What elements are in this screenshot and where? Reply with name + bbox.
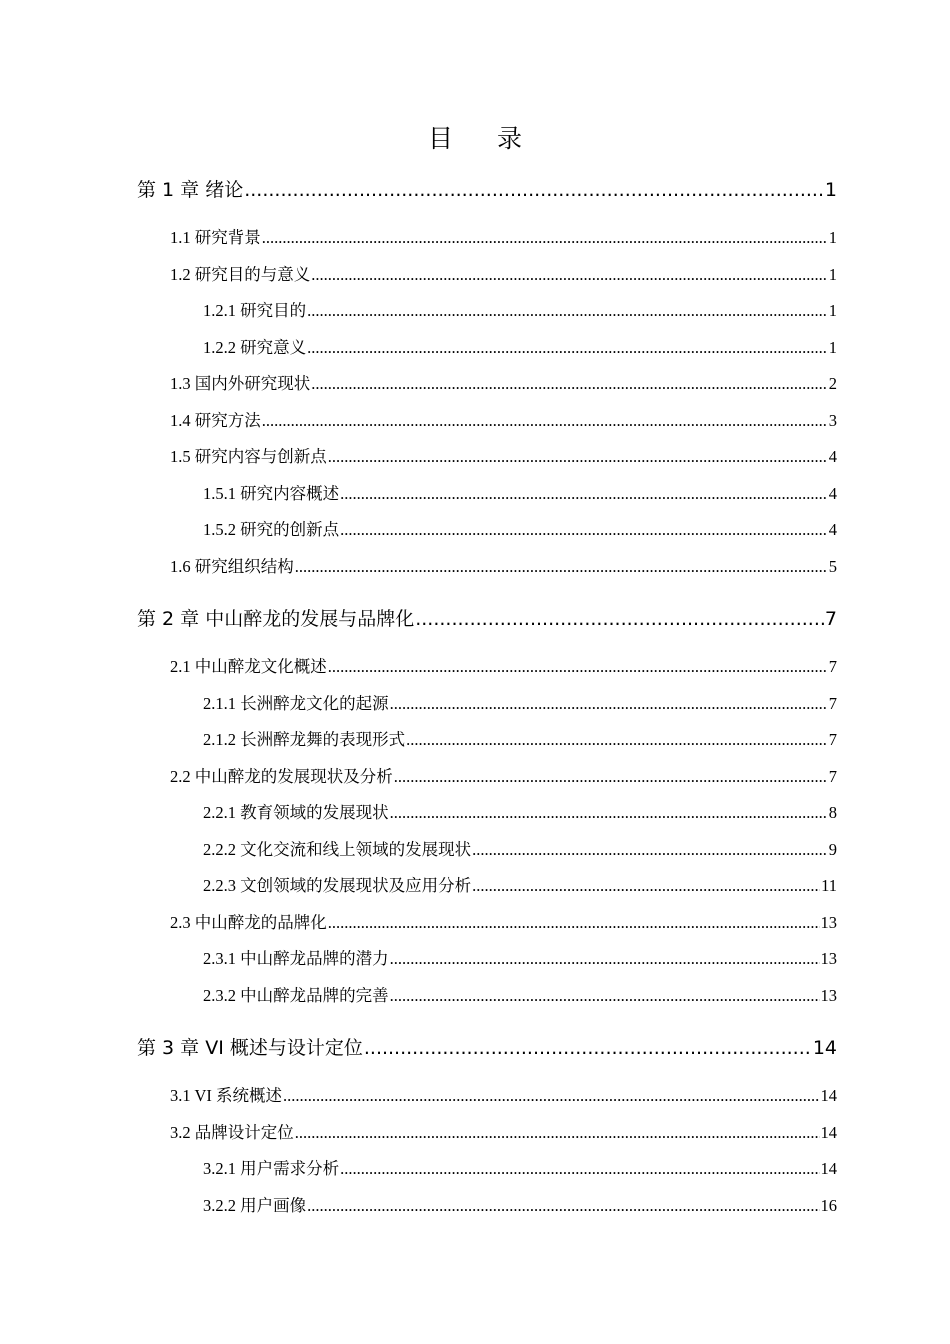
- dot-leader: [328, 910, 820, 936]
- dot-leader: [390, 691, 828, 717]
- toc-subsection-entry[interactable]: [203, 1156, 837, 1182]
- dot-leader: [295, 554, 828, 580]
- toc-subsection-entry-page-number: 4: [828, 520, 837, 539]
- toc-subsection-entry[interactable]: [203, 800, 837, 826]
- toc-subsection-entry[interactable]: [203, 481, 837, 507]
- toc-subsection-entry[interactable]: [203, 298, 837, 324]
- dot-leader: [262, 408, 828, 434]
- dot-leader: [311, 371, 828, 397]
- toc-section-entry-label: 2.1 中山醉龙文化概述: [170, 657, 327, 676]
- toc-section-entry-label: 1.3 国内外研究现状: [170, 374, 311, 393]
- toc-section-entry-page-number: 5: [828, 556, 837, 576]
- dot-leader: [307, 1193, 819, 1219]
- dot-leader: [295, 1120, 820, 1146]
- toc-section-entry-label: 1.4 研究方法: [170, 410, 261, 430]
- toc-section-entry[interactable]: [170, 1120, 837, 1146]
- toc-section-entry-label: 1.5 研究内容与创新点: [170, 447, 327, 466]
- toc-section-entry[interactable]: [170, 408, 837, 434]
- toc-chapter-entry-label: 第 1 章 绪论: [137, 179, 244, 201]
- toc-section-entry[interactable]: [170, 371, 837, 397]
- dot-leader: [340, 481, 828, 507]
- toc-section-entry[interactable]: [170, 444, 837, 470]
- toc-subsection-entry-page-number: 4: [828, 483, 837, 503]
- dot-leader: [340, 517, 828, 543]
- toc-section-entry-label: 3.2 品牌设计定位: [170, 1122, 294, 1142]
- toc-subsection-entry[interactable]: [203, 946, 837, 972]
- toc-subsection-entry-label: 1.2.1 研究目的: [203, 301, 307, 320]
- toc-subsection-entry-label: 2.1.2 长洲醉龙舞的表现形式: [203, 730, 406, 749]
- toc-subsection-entry[interactable]: [203, 873, 837, 899]
- dot-leader: [283, 1083, 820, 1109]
- toc-section-entry-label: 2.2 中山醉龙的发展现状及分析: [170, 766, 393, 786]
- toc-subsection-entry-page-number: 7: [828, 730, 837, 749]
- toc-subsection-entry-page-number: 1: [828, 337, 837, 357]
- toc-section-entry[interactable]: [170, 225, 837, 251]
- toc-subsection-entry-label: 2.2.1 教育领域的发展现状: [203, 803, 389, 822]
- toc-subsection-entry-page-number: 11: [821, 876, 837, 895]
- dot-leader: [394, 764, 828, 790]
- toc-chapter-entry-label: 第 2 章 中山醉龙的发展与品牌化: [137, 608, 415, 630]
- toc-subsection-entry-page-number: 16: [820, 1195, 837, 1215]
- dot-leader: [472, 873, 820, 899]
- dot-leader: [406, 727, 828, 753]
- dot-leader: [328, 654, 828, 680]
- toc-section-entry[interactable]: [170, 262, 837, 288]
- toc-section-entry-page-number: 14: [820, 1122, 837, 1142]
- toc-subsection-entry-page-number: 9: [828, 839, 837, 859]
- dot-leader: [390, 800, 828, 826]
- toc-subsection-entry[interactable]: [203, 517, 837, 543]
- toc-chapter-entry[interactable]: [137, 1033, 837, 1063]
- toc-chapter-entry-page-number: 1: [824, 179, 837, 201]
- toc-subsection-entry[interactable]: [203, 335, 837, 361]
- toc-section-entry-label: 2.3 中山醉龙的品牌化: [170, 912, 327, 932]
- toc-subsection-entry[interactable]: [203, 837, 837, 863]
- toc-chapter-entry-page-number: 7: [824, 608, 837, 630]
- toc-subsection-entry[interactable]: [203, 1193, 837, 1219]
- toc-title: 目 录: [428, 124, 540, 153]
- toc-section-entry-page-number: 1: [828, 228, 837, 247]
- toc-section-entry[interactable]: [170, 910, 837, 936]
- toc-section-entry[interactable]: [170, 1083, 837, 1109]
- dot-leader: [390, 983, 820, 1009]
- toc-section-entry-label: 1.6 研究组织结构: [170, 556, 294, 576]
- toc-section-entry-page-number: 14: [820, 1086, 837, 1105]
- toc-section-entry-label: 1.2 研究目的与意义: [170, 264, 311, 284]
- dot-leader: [390, 946, 820, 972]
- dot-leader: [328, 444, 828, 470]
- toc-subsection-entry-label: 3.2.1 用户需求分析: [203, 1159, 340, 1178]
- toc-section-entry-page-number: 1: [828, 264, 837, 284]
- toc-subsection-entry-label: 2.3.2 中山醉龙品牌的完善: [203, 985, 389, 1005]
- toc-subsection-entry-label: 1.5.2 研究的创新点: [203, 520, 340, 539]
- toc-section-entry[interactable]: [170, 554, 837, 580]
- dot-leader: [340, 1156, 819, 1182]
- toc-section-entry[interactable]: [170, 764, 837, 790]
- toc-section-entry-page-number: 2: [828, 374, 837, 393]
- toc-section-entry-label: 1.1 研究背景: [170, 228, 261, 247]
- toc-subsection-entry-page-number: 13: [820, 985, 837, 1005]
- toc-subsection-entry-label: 2.2.2 文化交流和线上领域的发展现状: [203, 839, 472, 859]
- toc-subsection-entry-label: 2.2.3 文创领域的发展现状及应用分析: [203, 876, 472, 895]
- dot-leader: [307, 298, 828, 324]
- toc-subsection-entry-label: 3.2.2 用户画像: [203, 1195, 307, 1215]
- dot-leader: [307, 335, 828, 361]
- toc-subsection-entry-page-number: 1: [828, 301, 837, 320]
- toc-subsection-entry-label: 2.3.1 中山醉龙品牌的潜力: [203, 949, 389, 968]
- toc-subsection-entry-label: 1.2.2 研究意义: [203, 337, 307, 357]
- toc-section-entry-page-number: 7: [828, 657, 837, 676]
- toc-section-entry[interactable]: [170, 654, 837, 680]
- toc-section-entry-page-number: 13: [820, 912, 837, 932]
- toc-subsection-entry-page-number: 13: [820, 949, 837, 968]
- toc-chapter-entry[interactable]: [137, 604, 837, 634]
- toc-section-entry-page-number: 4: [828, 447, 837, 466]
- toc-subsection-entry-label: 1.5.1 研究内容概述: [203, 483, 340, 503]
- toc-subsection-entry-page-number: 14: [820, 1159, 837, 1178]
- toc-chapter-entry[interactable]: [137, 175, 837, 205]
- toc-section-entry-page-number: 7: [828, 766, 837, 786]
- toc-subsection-entry[interactable]: [203, 727, 837, 753]
- toc-section-entry-page-number: 3: [828, 410, 837, 430]
- dot-leader: [311, 262, 828, 288]
- toc-subsection-entry[interactable]: [203, 983, 837, 1009]
- toc-subsection-entry-page-number: 8: [828, 803, 837, 822]
- dot-leader: [244, 175, 824, 205]
- toc-section-entry-label: 3.1 VI 系统概述: [170, 1086, 282, 1105]
- dot-leader: [262, 225, 828, 251]
- toc-subsection-entry-page-number: 7: [828, 693, 837, 713]
- dot-leader: [472, 837, 828, 863]
- toc-subsection-entry-label: 2.1.1 长洲醉龙文化的起源: [203, 693, 389, 713]
- toc-chapter-entry-label: 第 3 章 VI 概述与设计定位: [137, 1037, 363, 1059]
- toc-subsection-entry[interactable]: [203, 691, 837, 717]
- dot-leader: [415, 604, 824, 634]
- toc-chapter-entry-page-number: 14: [812, 1037, 837, 1059]
- dot-leader: [364, 1033, 812, 1063]
